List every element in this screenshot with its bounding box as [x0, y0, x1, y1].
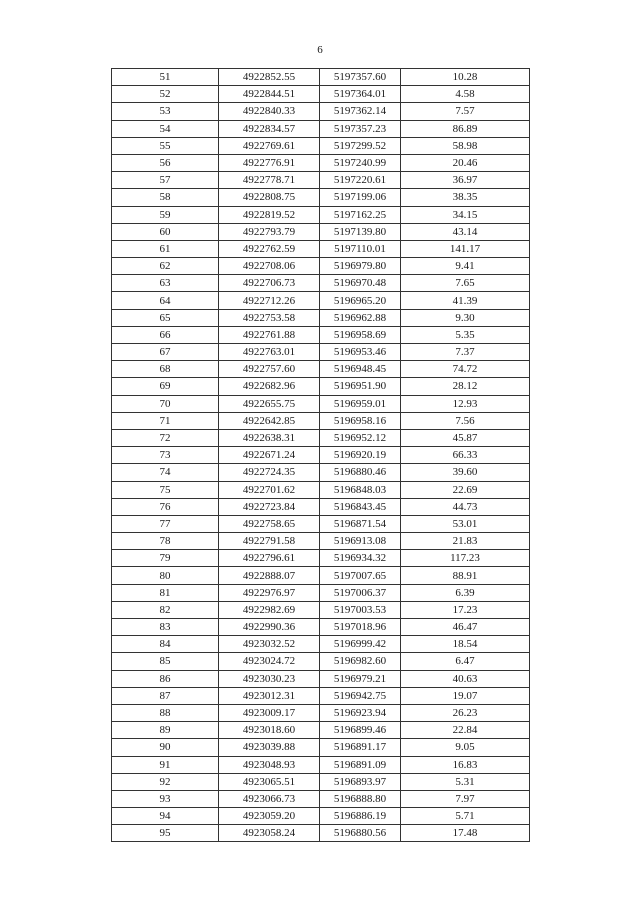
y-coordinate-cell: 5197162.25 — [320, 206, 401, 223]
y-coordinate-cell: 5197240.99 — [320, 154, 401, 171]
distance-cell: 141.17 — [401, 240, 530, 257]
distance-cell: 10.28 — [401, 69, 530, 86]
x-coordinate-cell: 4922819.52 — [219, 206, 320, 223]
x-coordinate-cell: 4923039.88 — [219, 739, 320, 756]
table-row — [112, 619, 530, 636]
y-coordinate-cell: 5196999.42 — [320, 636, 401, 653]
y-coordinate-cell: 5197220.61 — [320, 172, 401, 189]
table-row — [112, 275, 530, 292]
x-coordinate-cell: 4922844.51 — [219, 86, 320, 103]
y-coordinate-cell: 5197007.65 — [320, 567, 401, 584]
table-row — [112, 533, 530, 550]
y-coordinate-cell: 5196880.56 — [320, 825, 401, 842]
x-coordinate-cell: 4922712.26 — [219, 292, 320, 309]
y-coordinate-cell: 5197139.80 — [320, 223, 401, 240]
x-coordinate-cell: 4922753.58 — [219, 309, 320, 326]
point-number-cell: 62 — [112, 258, 219, 275]
table-row — [112, 223, 530, 240]
point-number-cell: 52 — [112, 86, 219, 103]
distance-cell: 6.39 — [401, 584, 530, 601]
x-coordinate-cell: 4923032.52 — [219, 636, 320, 653]
page-number: 6 — [317, 44, 323, 56]
point-number-cell: 78 — [112, 533, 219, 550]
table-row — [112, 808, 530, 825]
y-coordinate-cell: 5196948.45 — [320, 361, 401, 378]
table-row — [112, 189, 530, 206]
table-row — [112, 206, 530, 223]
y-coordinate-cell: 5197018.96 — [320, 619, 401, 636]
x-coordinate-cell: 4922761.88 — [219, 326, 320, 343]
y-coordinate-cell: 5196958.16 — [320, 412, 401, 429]
distance-cell: 117.23 — [401, 550, 530, 567]
table-row — [112, 69, 530, 86]
distance-cell: 19.07 — [401, 687, 530, 704]
y-coordinate-cell: 5197003.53 — [320, 601, 401, 618]
point-number-cell: 77 — [112, 515, 219, 532]
point-number-cell: 61 — [112, 240, 219, 257]
table-row — [112, 687, 530, 704]
y-coordinate-cell: 5197110.01 — [320, 240, 401, 257]
point-number-cell: 91 — [112, 756, 219, 773]
y-coordinate-cell: 5196893.97 — [320, 773, 401, 790]
point-number-cell: 73 — [112, 447, 219, 464]
distance-cell: 66.33 — [401, 447, 530, 464]
point-number-cell: 66 — [112, 326, 219, 343]
distance-cell: 39.60 — [401, 464, 530, 481]
y-coordinate-cell: 5196951.90 — [320, 378, 401, 395]
table-row — [112, 584, 530, 601]
x-coordinate-cell: 4923058.24 — [219, 825, 320, 842]
y-coordinate-cell: 5196923.94 — [320, 704, 401, 721]
x-coordinate-cell: 4922808.75 — [219, 189, 320, 206]
x-coordinate-cell: 4923012.31 — [219, 687, 320, 704]
y-coordinate-cell: 5196880.46 — [320, 464, 401, 481]
y-coordinate-cell: 5196958.69 — [320, 326, 401, 343]
table-row — [112, 309, 530, 326]
x-coordinate-cell: 4923048.93 — [219, 756, 320, 773]
x-coordinate-cell: 4922888.07 — [219, 567, 320, 584]
y-coordinate-cell: 5196913.08 — [320, 533, 401, 550]
y-coordinate-cell: 5196920.19 — [320, 447, 401, 464]
y-coordinate-cell: 5196891.09 — [320, 756, 401, 773]
x-coordinate-cell: 4923030.23 — [219, 670, 320, 687]
table-row — [112, 790, 530, 807]
point-number-cell: 89 — [112, 722, 219, 739]
point-number-cell: 55 — [112, 137, 219, 154]
table-row — [112, 447, 530, 464]
point-number-cell: 81 — [112, 584, 219, 601]
distance-cell: 17.48 — [401, 825, 530, 842]
distance-cell: 12.93 — [401, 395, 530, 412]
distance-cell: 43.14 — [401, 223, 530, 240]
distance-cell: 5.31 — [401, 773, 530, 790]
y-coordinate-cell: 5197362.14 — [320, 103, 401, 120]
point-number-cell: 80 — [112, 567, 219, 584]
y-coordinate-cell: 5196979.21 — [320, 670, 401, 687]
y-coordinate-cell: 5196899.46 — [320, 722, 401, 739]
x-coordinate-cell: 4922982.69 — [219, 601, 320, 618]
point-number-cell: 82 — [112, 601, 219, 618]
distance-cell: 18.54 — [401, 636, 530, 653]
distance-cell: 4.58 — [401, 86, 530, 103]
x-coordinate-cell: 4922796.61 — [219, 550, 320, 567]
table-row — [112, 120, 530, 137]
y-coordinate-cell: 5196934.32 — [320, 550, 401, 567]
y-coordinate-cell: 5196848.03 — [320, 481, 401, 498]
point-number-cell: 90 — [112, 739, 219, 756]
table-row — [112, 704, 530, 721]
table-row — [112, 86, 530, 103]
table-row — [112, 326, 530, 343]
distance-cell: 9.30 — [401, 309, 530, 326]
x-coordinate-cell: 4922723.84 — [219, 498, 320, 515]
coordinates-table-body — [112, 69, 530, 842]
y-coordinate-cell: 5197364.01 — [320, 86, 401, 103]
point-number-cell: 70 — [112, 395, 219, 412]
distance-cell: 41.39 — [401, 292, 530, 309]
table-row — [112, 429, 530, 446]
table-row — [112, 378, 530, 395]
table-row — [112, 361, 530, 378]
distance-cell: 46.47 — [401, 619, 530, 636]
y-coordinate-cell: 5196888.80 — [320, 790, 401, 807]
distance-cell: 21.83 — [401, 533, 530, 550]
x-coordinate-cell: 4922791.58 — [219, 533, 320, 550]
y-coordinate-cell: 5196970.48 — [320, 275, 401, 292]
y-coordinate-cell: 5197357.60 — [320, 69, 401, 86]
table-row — [112, 395, 530, 412]
table-row — [112, 739, 530, 756]
point-number-cell: 86 — [112, 670, 219, 687]
table-row — [112, 601, 530, 618]
distance-cell: 74.72 — [401, 361, 530, 378]
x-coordinate-cell: 4922642.85 — [219, 412, 320, 429]
distance-cell: 5.35 — [401, 326, 530, 343]
distance-cell: 28.12 — [401, 378, 530, 395]
point-number-cell: 60 — [112, 223, 219, 240]
y-coordinate-cell: 5196962.88 — [320, 309, 401, 326]
table-row — [112, 154, 530, 171]
y-coordinate-cell: 5196843.45 — [320, 498, 401, 515]
point-number-cell: 74 — [112, 464, 219, 481]
y-coordinate-cell: 5196942.75 — [320, 687, 401, 704]
point-number-cell: 56 — [112, 154, 219, 171]
y-coordinate-cell: 5196886.19 — [320, 808, 401, 825]
distance-cell: 45.87 — [401, 429, 530, 446]
table-row — [112, 240, 530, 257]
table-row — [112, 550, 530, 567]
point-number-cell: 51 — [112, 69, 219, 86]
x-coordinate-cell: 4922758.65 — [219, 515, 320, 532]
x-coordinate-cell: 4923018.60 — [219, 722, 320, 739]
y-coordinate-cell: 5196952.12 — [320, 429, 401, 446]
point-number-cell: 83 — [112, 619, 219, 636]
y-coordinate-cell: 5197199.06 — [320, 189, 401, 206]
x-coordinate-cell: 4922724.35 — [219, 464, 320, 481]
y-coordinate-cell: 5196982.60 — [320, 653, 401, 670]
distance-cell: 22.69 — [401, 481, 530, 498]
table-row — [112, 137, 530, 154]
x-coordinate-cell: 4922638.31 — [219, 429, 320, 446]
point-number-cell: 71 — [112, 412, 219, 429]
point-number-cell: 93 — [112, 790, 219, 807]
x-coordinate-cell: 4922840.33 — [219, 103, 320, 120]
point-number-cell: 79 — [112, 550, 219, 567]
point-number-cell: 64 — [112, 292, 219, 309]
table-row — [112, 172, 530, 189]
y-coordinate-cell: 5196965.20 — [320, 292, 401, 309]
distance-cell: 22.84 — [401, 722, 530, 739]
y-coordinate-cell: 5197357.23 — [320, 120, 401, 137]
x-coordinate-cell: 4922763.01 — [219, 344, 320, 361]
x-coordinate-cell: 4922757.60 — [219, 361, 320, 378]
x-coordinate-cell: 4923009.17 — [219, 704, 320, 721]
point-number-cell: 95 — [112, 825, 219, 842]
table-row — [112, 825, 530, 842]
point-number-cell: 58 — [112, 189, 219, 206]
y-coordinate-cell: 5196953.46 — [320, 344, 401, 361]
distance-cell: 86.89 — [401, 120, 530, 137]
distance-cell: 17.23 — [401, 601, 530, 618]
coordinates-table — [111, 68, 530, 842]
distance-cell: 7.57 — [401, 103, 530, 120]
point-number-cell: 84 — [112, 636, 219, 653]
point-number-cell: 69 — [112, 378, 219, 395]
x-coordinate-cell: 4922834.57 — [219, 120, 320, 137]
distance-cell: 53.01 — [401, 515, 530, 532]
x-coordinate-cell: 4922701.62 — [219, 481, 320, 498]
x-coordinate-cell: 4922762.59 — [219, 240, 320, 257]
distance-cell: 44.73 — [401, 498, 530, 515]
distance-cell: 7.56 — [401, 412, 530, 429]
distance-cell: 9.41 — [401, 258, 530, 275]
x-coordinate-cell: 4923065.51 — [219, 773, 320, 790]
y-coordinate-cell: 5197006.37 — [320, 584, 401, 601]
point-number-cell: 75 — [112, 481, 219, 498]
point-number-cell: 53 — [112, 103, 219, 120]
table-row — [112, 756, 530, 773]
x-coordinate-cell: 4922778.71 — [219, 172, 320, 189]
table-row — [112, 670, 530, 687]
x-coordinate-cell: 4922655.75 — [219, 395, 320, 412]
distance-cell: 38.35 — [401, 189, 530, 206]
point-number-cell: 88 — [112, 704, 219, 721]
x-coordinate-cell: 4923024.72 — [219, 653, 320, 670]
point-number-cell: 67 — [112, 344, 219, 361]
table-row — [112, 773, 530, 790]
distance-cell: 40.63 — [401, 670, 530, 687]
table-row — [112, 498, 530, 515]
x-coordinate-cell: 4922682.96 — [219, 378, 320, 395]
y-coordinate-cell: 5197299.52 — [320, 137, 401, 154]
table-row — [112, 481, 530, 498]
table-row — [112, 722, 530, 739]
y-coordinate-cell: 5196871.54 — [320, 515, 401, 532]
distance-cell: 26.23 — [401, 704, 530, 721]
y-coordinate-cell: 5196891.17 — [320, 739, 401, 756]
point-number-cell: 92 — [112, 773, 219, 790]
distance-cell: 36.97 — [401, 172, 530, 189]
distance-cell: 9.05 — [401, 739, 530, 756]
distance-cell: 5.71 — [401, 808, 530, 825]
point-number-cell: 54 — [112, 120, 219, 137]
table-row — [112, 103, 530, 120]
x-coordinate-cell: 4923066.73 — [219, 790, 320, 807]
x-coordinate-cell: 4922793.79 — [219, 223, 320, 240]
distance-cell: 7.65 — [401, 275, 530, 292]
table-row — [112, 412, 530, 429]
x-coordinate-cell: 4922776.91 — [219, 154, 320, 171]
table-row — [112, 292, 530, 309]
y-coordinate-cell: 5196959.01 — [320, 395, 401, 412]
distance-cell: 34.15 — [401, 206, 530, 223]
point-number-cell: 87 — [112, 687, 219, 704]
table-row — [112, 653, 530, 670]
distance-cell: 16.83 — [401, 756, 530, 773]
point-number-cell: 57 — [112, 172, 219, 189]
table-row — [112, 344, 530, 361]
distance-cell: 88.91 — [401, 567, 530, 584]
table-row — [112, 464, 530, 481]
x-coordinate-cell: 4922706.73 — [219, 275, 320, 292]
point-number-cell: 65 — [112, 309, 219, 326]
point-number-cell: 59 — [112, 206, 219, 223]
table-row — [112, 515, 530, 532]
x-coordinate-cell: 4922990.36 — [219, 619, 320, 636]
point-number-cell: 76 — [112, 498, 219, 515]
point-number-cell: 72 — [112, 429, 219, 446]
point-number-cell: 94 — [112, 808, 219, 825]
distance-cell: 7.97 — [401, 790, 530, 807]
point-number-cell: 68 — [112, 361, 219, 378]
point-number-cell: 63 — [112, 275, 219, 292]
x-coordinate-cell: 4922852.55 — [219, 69, 320, 86]
x-coordinate-cell: 4922976.97 — [219, 584, 320, 601]
x-coordinate-cell: 4922671.24 — [219, 447, 320, 464]
table-row — [112, 567, 530, 584]
distance-cell: 58.98 — [401, 137, 530, 154]
y-coordinate-cell: 5196979.80 — [320, 258, 401, 275]
x-coordinate-cell: 4923059.20 — [219, 808, 320, 825]
point-number-cell: 85 — [112, 653, 219, 670]
x-coordinate-cell: 4922708.06 — [219, 258, 320, 275]
table-row — [112, 636, 530, 653]
x-coordinate-cell: 4922769.61 — [219, 137, 320, 154]
table-row — [112, 258, 530, 275]
distance-cell: 6.47 — [401, 653, 530, 670]
distance-cell: 20.46 — [401, 154, 530, 171]
distance-cell: 7.37 — [401, 344, 530, 361]
